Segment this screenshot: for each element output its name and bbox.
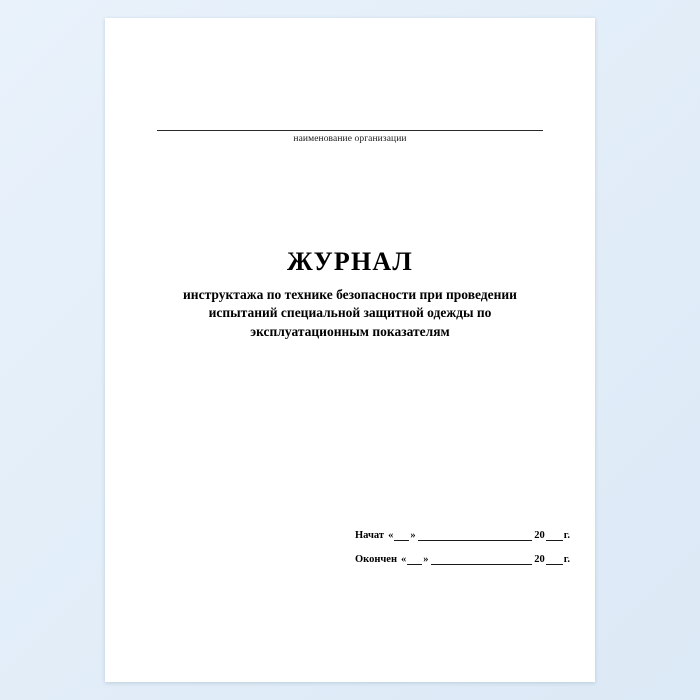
subtitle-line-3: эксплуатационным показателям [250, 323, 450, 339]
started-label: Начат [355, 530, 385, 541]
finished-month-blank [431, 555, 533, 565]
started-day-blank [394, 531, 409, 541]
title-block [135, 248, 565, 341]
started-month-blank [418, 531, 533, 541]
finished-quote-open: « [401, 554, 407, 565]
subtitle-line-1: инструктажа по технике безопасности при проведении [183, 286, 517, 302]
organization-rule [157, 130, 543, 131]
finished-date-row [355, 554, 570, 565]
finished-year-blank [546, 555, 563, 565]
subtitle-line-2: испытаний специальной защитной одежды по [208, 305, 492, 321]
date-fields [355, 530, 570, 578]
organization-caption: наименование организации [293, 134, 407, 144]
organization-field [157, 130, 543, 144]
page-title: ЖУРНАЛ [287, 247, 413, 276]
started-year-suffix: г. [563, 530, 570, 541]
finished-year-suffix: г. [563, 554, 570, 565]
finished-year-prefix: 20 [534, 554, 545, 565]
started-date-row [355, 530, 570, 541]
finished-day-blank [407, 555, 422, 565]
finished-quote-close: » [423, 554, 429, 565]
started-year-prefix: 20 [534, 530, 545, 541]
started-year-blank [546, 531, 563, 541]
started-quote-close: » [410, 530, 416, 541]
document-page [105, 18, 595, 682]
started-quote-open: « [388, 530, 394, 541]
document-subtitle [135, 286, 565, 342]
finished-label: Окончен [355, 554, 398, 565]
